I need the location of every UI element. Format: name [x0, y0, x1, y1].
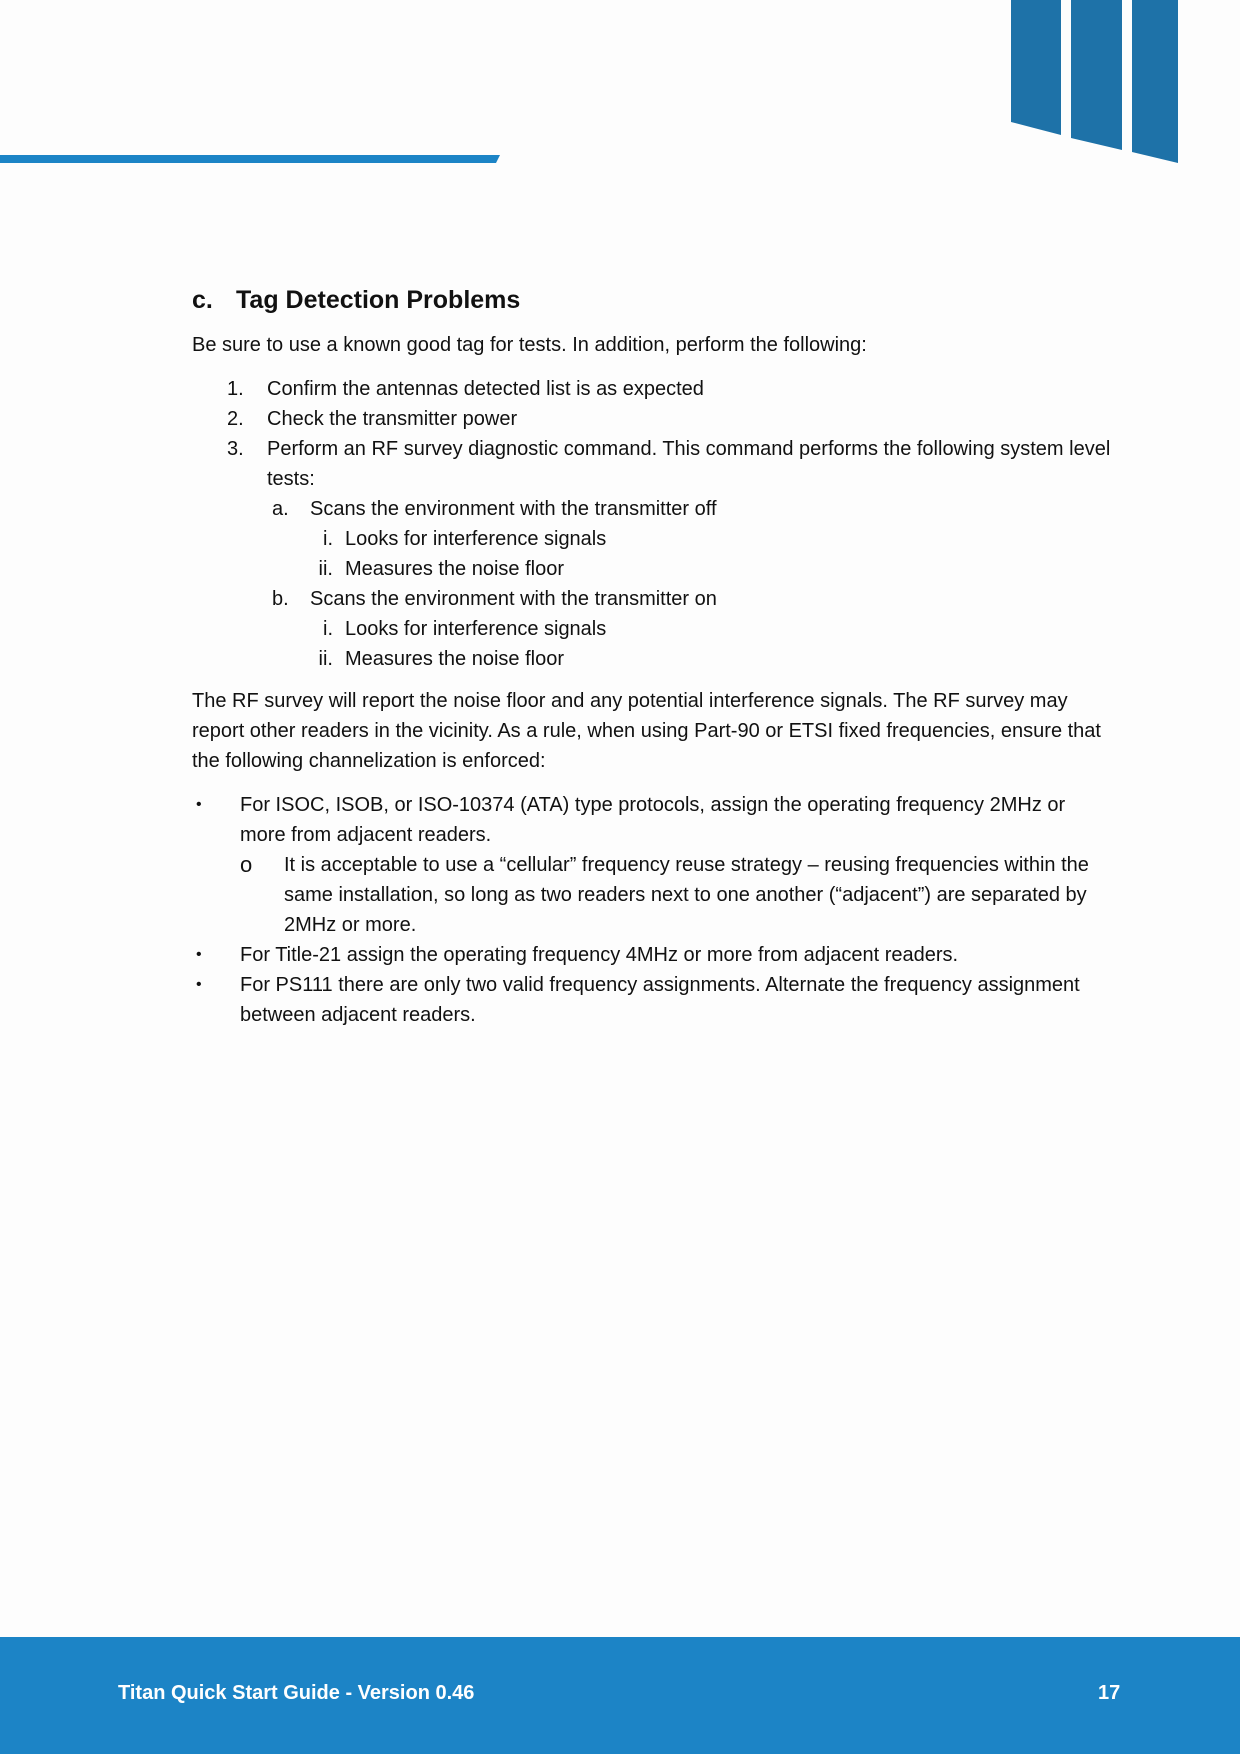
bullet-marker: •	[196, 976, 202, 993]
bullet-marker: •	[196, 946, 202, 963]
body-paragraph: The RF survey will report the noise floor and any potential interference signals. The RF survey may report other readers in the vicinity. As a rule, when using Part-90 or ETSI fixed frequencies, ensure that the following channelization is enforced:	[192, 690, 1101, 772]
bullet-item: • For ISOC, ISOB, or ISO-10374 (ATA) type protocols, assign the operating frequency 2MHz or more from adjacent readers.	[192, 790, 1112, 850]
list-item: 2. Check the transmitter power	[227, 408, 518, 430]
procedure-list	[192, 374, 1112, 674]
bullet-item: • For Title-21 assign the operating frequency 4MHz or more from adjacent readers.	[192, 940, 1112, 970]
section-number: c.	[192, 286, 213, 314]
sub-list-item: b. Scans the environment with the transmitter on	[272, 588, 717, 610]
sub-bullet-item: o It is acceptable to use a “cellular” frequency reuse strategy – reusing frequencies within the same installation, so long as two readers next to one another (“adjacent”) are separated by 2MHz or more.	[192, 850, 1112, 940]
sub-list-item: a. Scans the environment with the transmitter off	[272, 498, 717, 520]
page-number: 17	[1098, 1682, 1121, 1704]
sub-sub-list-item: ii. Measures the noise floor	[318, 648, 565, 670]
list-item: 3. Perform an RF survey diagnostic command. This command performs the following system level tests:	[227, 438, 1111, 490]
bullet-item: • For PS111 there are only two valid frequency assignments. Alternate the frequency assignment between adjacent readers.	[192, 970, 1112, 1030]
footer-title: Titan Quick Start Guide - Version 0.46	[118, 1682, 475, 1704]
header-rule	[0, 155, 500, 163]
intro-text: Be sure to use a known good tag for tests. In addition, perform the following:	[192, 334, 867, 356]
sub-sub-list-item: ii. Measures the noise floor	[318, 558, 565, 580]
sub-sub-list-item: i. Looks for interference signals	[323, 618, 607, 640]
sub-sub-list-item: i. Looks for interference signals	[323, 528, 607, 550]
section-title: Tag Detection Problems	[236, 286, 521, 314]
section-heading	[192, 282, 1112, 318]
list-item: 1. Confirm the antennas detected list is as expected	[227, 378, 704, 400]
channelization-bullets	[192, 790, 1112, 1030]
brand-logo-icon	[1008, 0, 1180, 165]
page-content	[192, 282, 1112, 1030]
bullet-marker: •	[196, 796, 202, 813]
page-footer	[0, 1637, 1240, 1754]
bullet-marker: o	[240, 852, 253, 877]
